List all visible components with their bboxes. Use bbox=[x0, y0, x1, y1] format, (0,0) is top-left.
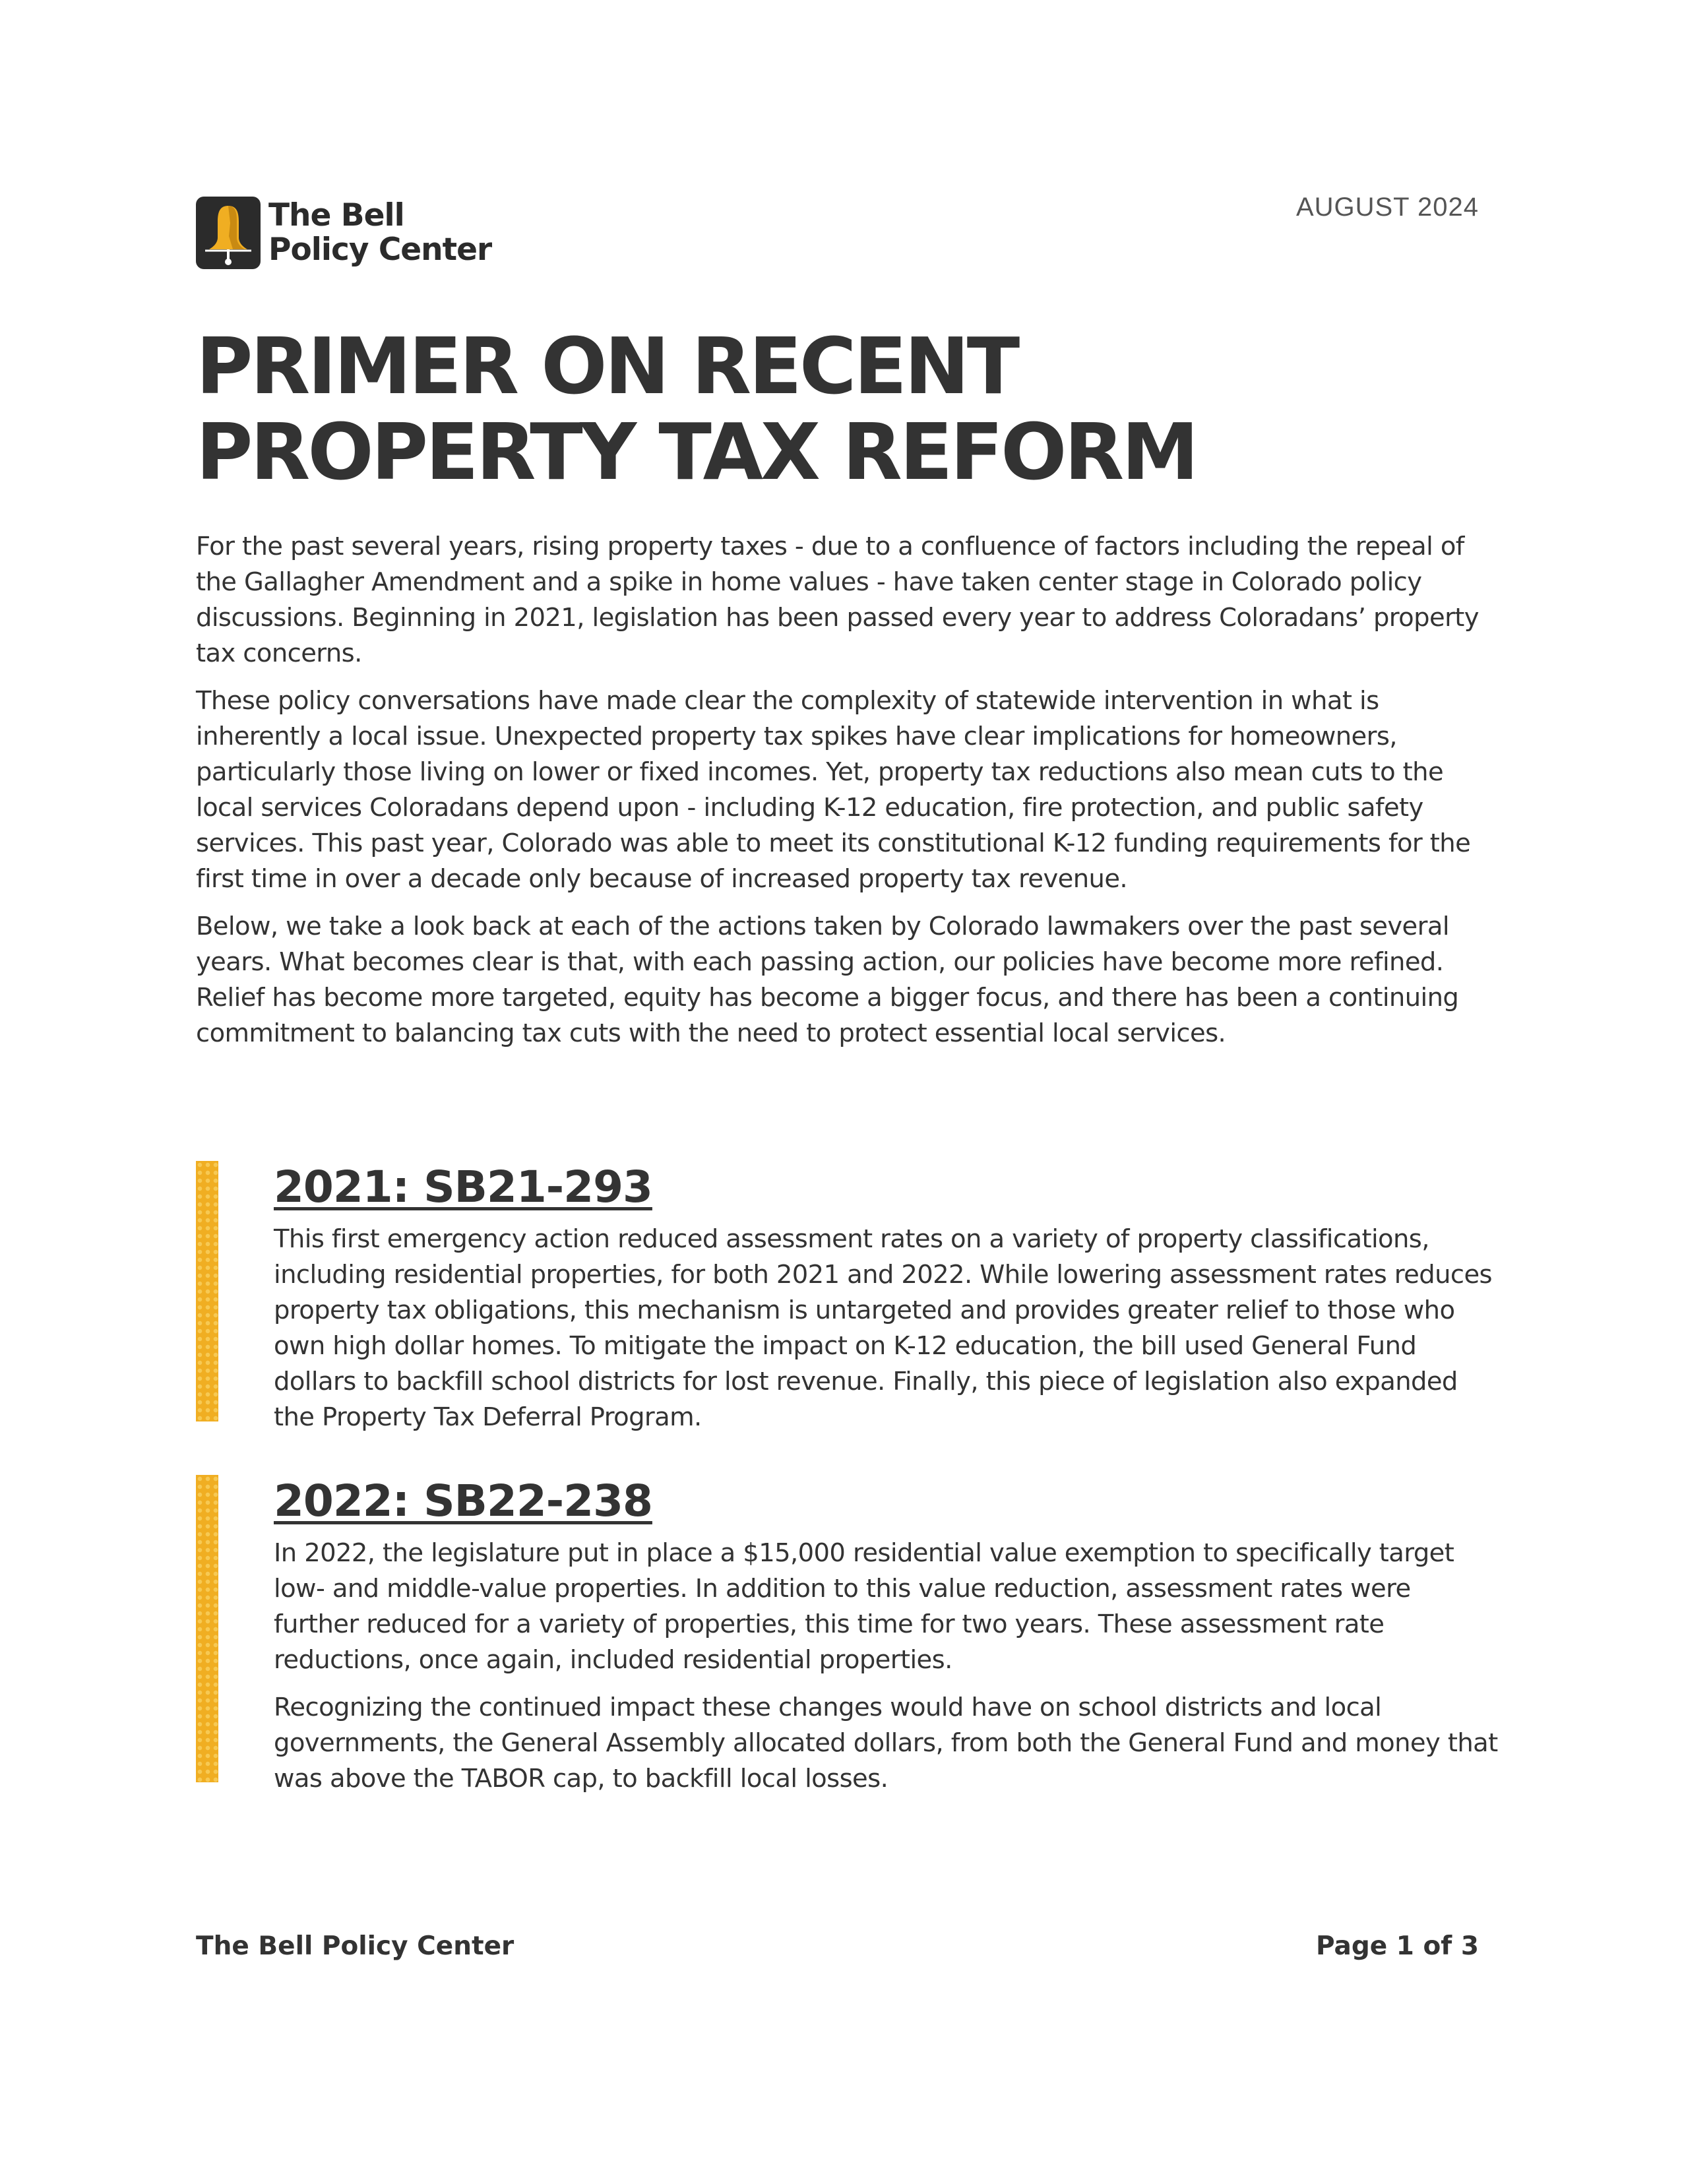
logo bbox=[196, 197, 491, 269]
page-title-line-1: PRIMER ON RECENT bbox=[196, 321, 1018, 412]
section-accent-bar bbox=[196, 1475, 218, 1782]
page-title bbox=[196, 323, 1197, 495]
intro-paragraph: These policy conversations have made clear the complexity of statewide intervention in what is inherently a local issue. Unexpected property tax spikes have clear implications for homeowners, particularly those living on lower or fixed incomes. Yet, property tax reductions also mean cuts to the local services Coloradans depend upon - including K-12 education, fire protection, and public safety services. This past year, Colorado was able to meet its constitutional K-12 funding requirements for the first time in over a decade only because of increased property tax revenue. bbox=[196, 686, 1471, 894]
bell-icon bbox=[196, 197, 261, 269]
section-paragraph: In 2022, the legislature put in place a $15,000 residential value exemption to specifically target low- and middle-value properties. In addition to this value reduction, assessment rates were further reduced for a variety of properties, this time for two years. These assessment rate reductions, once again, included residential properties. bbox=[274, 1538, 1454, 1675]
section-accent-bar bbox=[196, 1161, 218, 1421]
footer-org-name: The Bell Policy Center bbox=[196, 1931, 514, 1961]
logo-line-2: Policy Center bbox=[268, 232, 492, 268]
section-heading: 2021: SB21-293 bbox=[274, 1162, 652, 1212]
section-heading: 2022: SB22-238 bbox=[274, 1476, 652, 1526]
logo-line-1: The Bell bbox=[268, 197, 404, 234]
page-number: Page 1 of 3 bbox=[1316, 1931, 1479, 1961]
page-title-line-2: PROPERTY TAX REFORM bbox=[196, 406, 1197, 497]
section-paragraph: This first emergency action reduced assessment rates on a variety of property classifications, including residential properties, for both 2021 and 2022. While lowering assessment rates reduces property tax obligations, this mechanism is untargeted and provides greater relief to those who own high dollar homes. To mitigate the impact on K-12 education, the bill used General Fund dollars to backfill school districts for lost revenue. Finally, this piece of legislation also expanded the Property Tax Deferral Program. bbox=[274, 1224, 1493, 1432]
publication-date: AUGUST 2024 bbox=[1295, 193, 1479, 222]
intro-text bbox=[196, 529, 1489, 1063]
intro-paragraph: For the past several years, rising property taxes - due to a confluence of factors including the repeal of the Gallagher Amendment and a spike in home values - have taken center stage in Colorado policy discussions. Beginning in 2021, legislation has been passed every year to address Coloradans’ property tax concerns. bbox=[196, 532, 1479, 668]
intro-paragraph: Below, we take a look back at each of the actions taken by Colorado lawmakers over the past several years. What becomes clear is that, with each passing action, our policies have become more refined. Relief has become more targeted, equity has become a bigger focus, and there has been a continuing commitment to balancing tax cuts with the need to protect essential local services. bbox=[196, 912, 1459, 1048]
section-paragraph: Recognizing the continued impact these changes would have on school districts and local governments, the General Assembly allocated dollars, from both the General Fund and money that was above the TABOR cap, to backfill local losses. bbox=[274, 1693, 1498, 1794]
